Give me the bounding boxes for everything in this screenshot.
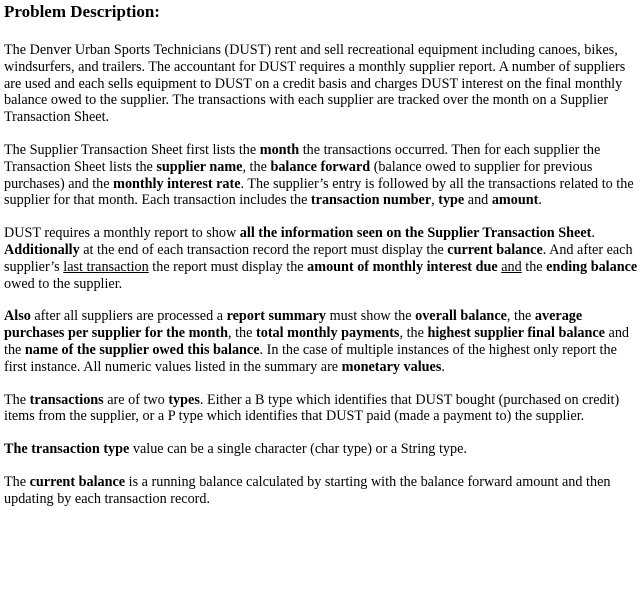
paragraph-report-summary — [4, 308, 639, 375]
bold-text: amount — [491, 192, 539, 209]
text: are of two — [103, 391, 169, 408]
bold-text: current balance — [447, 241, 543, 258]
bold-text: transactions — [29, 391, 104, 408]
text: . — [591, 225, 595, 242]
bold-text: overall balance — [415, 308, 507, 325]
text: . Either a B type which identifies that DUST bought (purchased on credit) items from the supplier, or a P type which identifies that DUST paid (made a payment to) the supplier. — [4, 391, 620, 425]
text: , the — [242, 158, 271, 175]
bold-text: balance forward — [270, 158, 371, 175]
text: value can be a single character (char type) or a String type. — [129, 441, 467, 458]
text: DUST requires a monthly report to show — [4, 225, 240, 242]
bold-text: Also — [4, 308, 31, 325]
text: The — [4, 391, 30, 408]
paragraph-intro — [4, 42, 639, 126]
bold-text: transaction number — [310, 192, 432, 209]
underlined-text: and — [501, 258, 522, 275]
bold-text: monthly interest rate — [113, 175, 241, 192]
text: . — [538, 192, 542, 209]
bold-text: Additionally — [4, 241, 80, 258]
text: . The supplier’s entry is followed by all the transactions related to the supplier for that month. Each transaction includes the — [4, 175, 634, 209]
bold-text: total monthly payments — [256, 325, 400, 342]
text: , the — [228, 325, 256, 342]
underlined-text: last transaction — [63, 258, 149, 275]
text: . And after each supplier’s — [4, 241, 633, 275]
text: (balance owed to supplier for previous purchases) and the — [4, 158, 593, 192]
text: The Supplier Transaction Sheet first lists the — [4, 141, 260, 158]
text: is a running balance calculated by starting with the balance forward amount and then updating by each transaction record. — [4, 473, 611, 507]
text: , — [431, 192, 439, 209]
bold-text: name of the supplier owed this balance — [24, 341, 260, 358]
bold-text: type — [438, 192, 465, 209]
paragraph-report-requirements — [4, 225, 639, 292]
bold-text: The transaction type — [4, 441, 130, 458]
bold-text: types — [168, 391, 200, 408]
text: , the — [399, 325, 428, 342]
text: at the end of each transaction record the report must display the — [79, 241, 448, 258]
bold-text: monetary values — [341, 358, 442, 375]
text: . In the case of multiple instances of the highest only report the first instance. All numeric values listed in the summary are — [4, 341, 617, 375]
text: . — [441, 358, 445, 375]
paragraph-transaction-types — [4, 392, 639, 426]
bold-text: supplier name — [156, 158, 243, 175]
bold-text: highest supplier final balance — [427, 325, 605, 342]
paragraph-transaction-sheet — [4, 142, 639, 209]
text: the transactions occurred. Then for each supplier the Transaction Sheet lists the — [4, 141, 601, 175]
text: must show the — [326, 308, 416, 325]
text: and — [464, 192, 492, 209]
bold-text: report summary — [226, 308, 327, 325]
bold-text: current balance — [29, 473, 126, 490]
paragraph-type-value — [4, 441, 639, 458]
text: The Denver Urban Sports Technicians (DUST) rent and sell recreational equipment including canoes, bikes, windsurfers, and trailers. The accountant for DUST requires a monthly supplier report. A number of suppliers are used and each sells equipment to DUST on a credit basis and charges DUST interest on the final monthly balance owed to the supplier. The transactions with each supplier are tracked over the month on a Supplier Transaction Sheet. — [4, 42, 626, 126]
bold-text: ending balance — [546, 258, 638, 275]
page-title: Problem Description: — [4, 2, 160, 21]
paragraph-current-balance — [4, 474, 639, 508]
text: and the — [4, 325, 630, 358]
bold-text: all the information seen on the Supplier Transaction Sheet — [239, 225, 592, 242]
text: The — [4, 473, 30, 490]
bold-text: amount of monthly interest due — [307, 258, 498, 275]
bold-text: month — [259, 141, 300, 158]
text: , the — [506, 308, 535, 325]
text: owed to the supplier. — [4, 275, 123, 292]
text: after all suppliers are processed a — [30, 308, 227, 325]
text: the report must display the — [148, 258, 308, 275]
text: the — [521, 258, 547, 275]
bold-text: average purchases per supplier for the month — [4, 308, 583, 342]
